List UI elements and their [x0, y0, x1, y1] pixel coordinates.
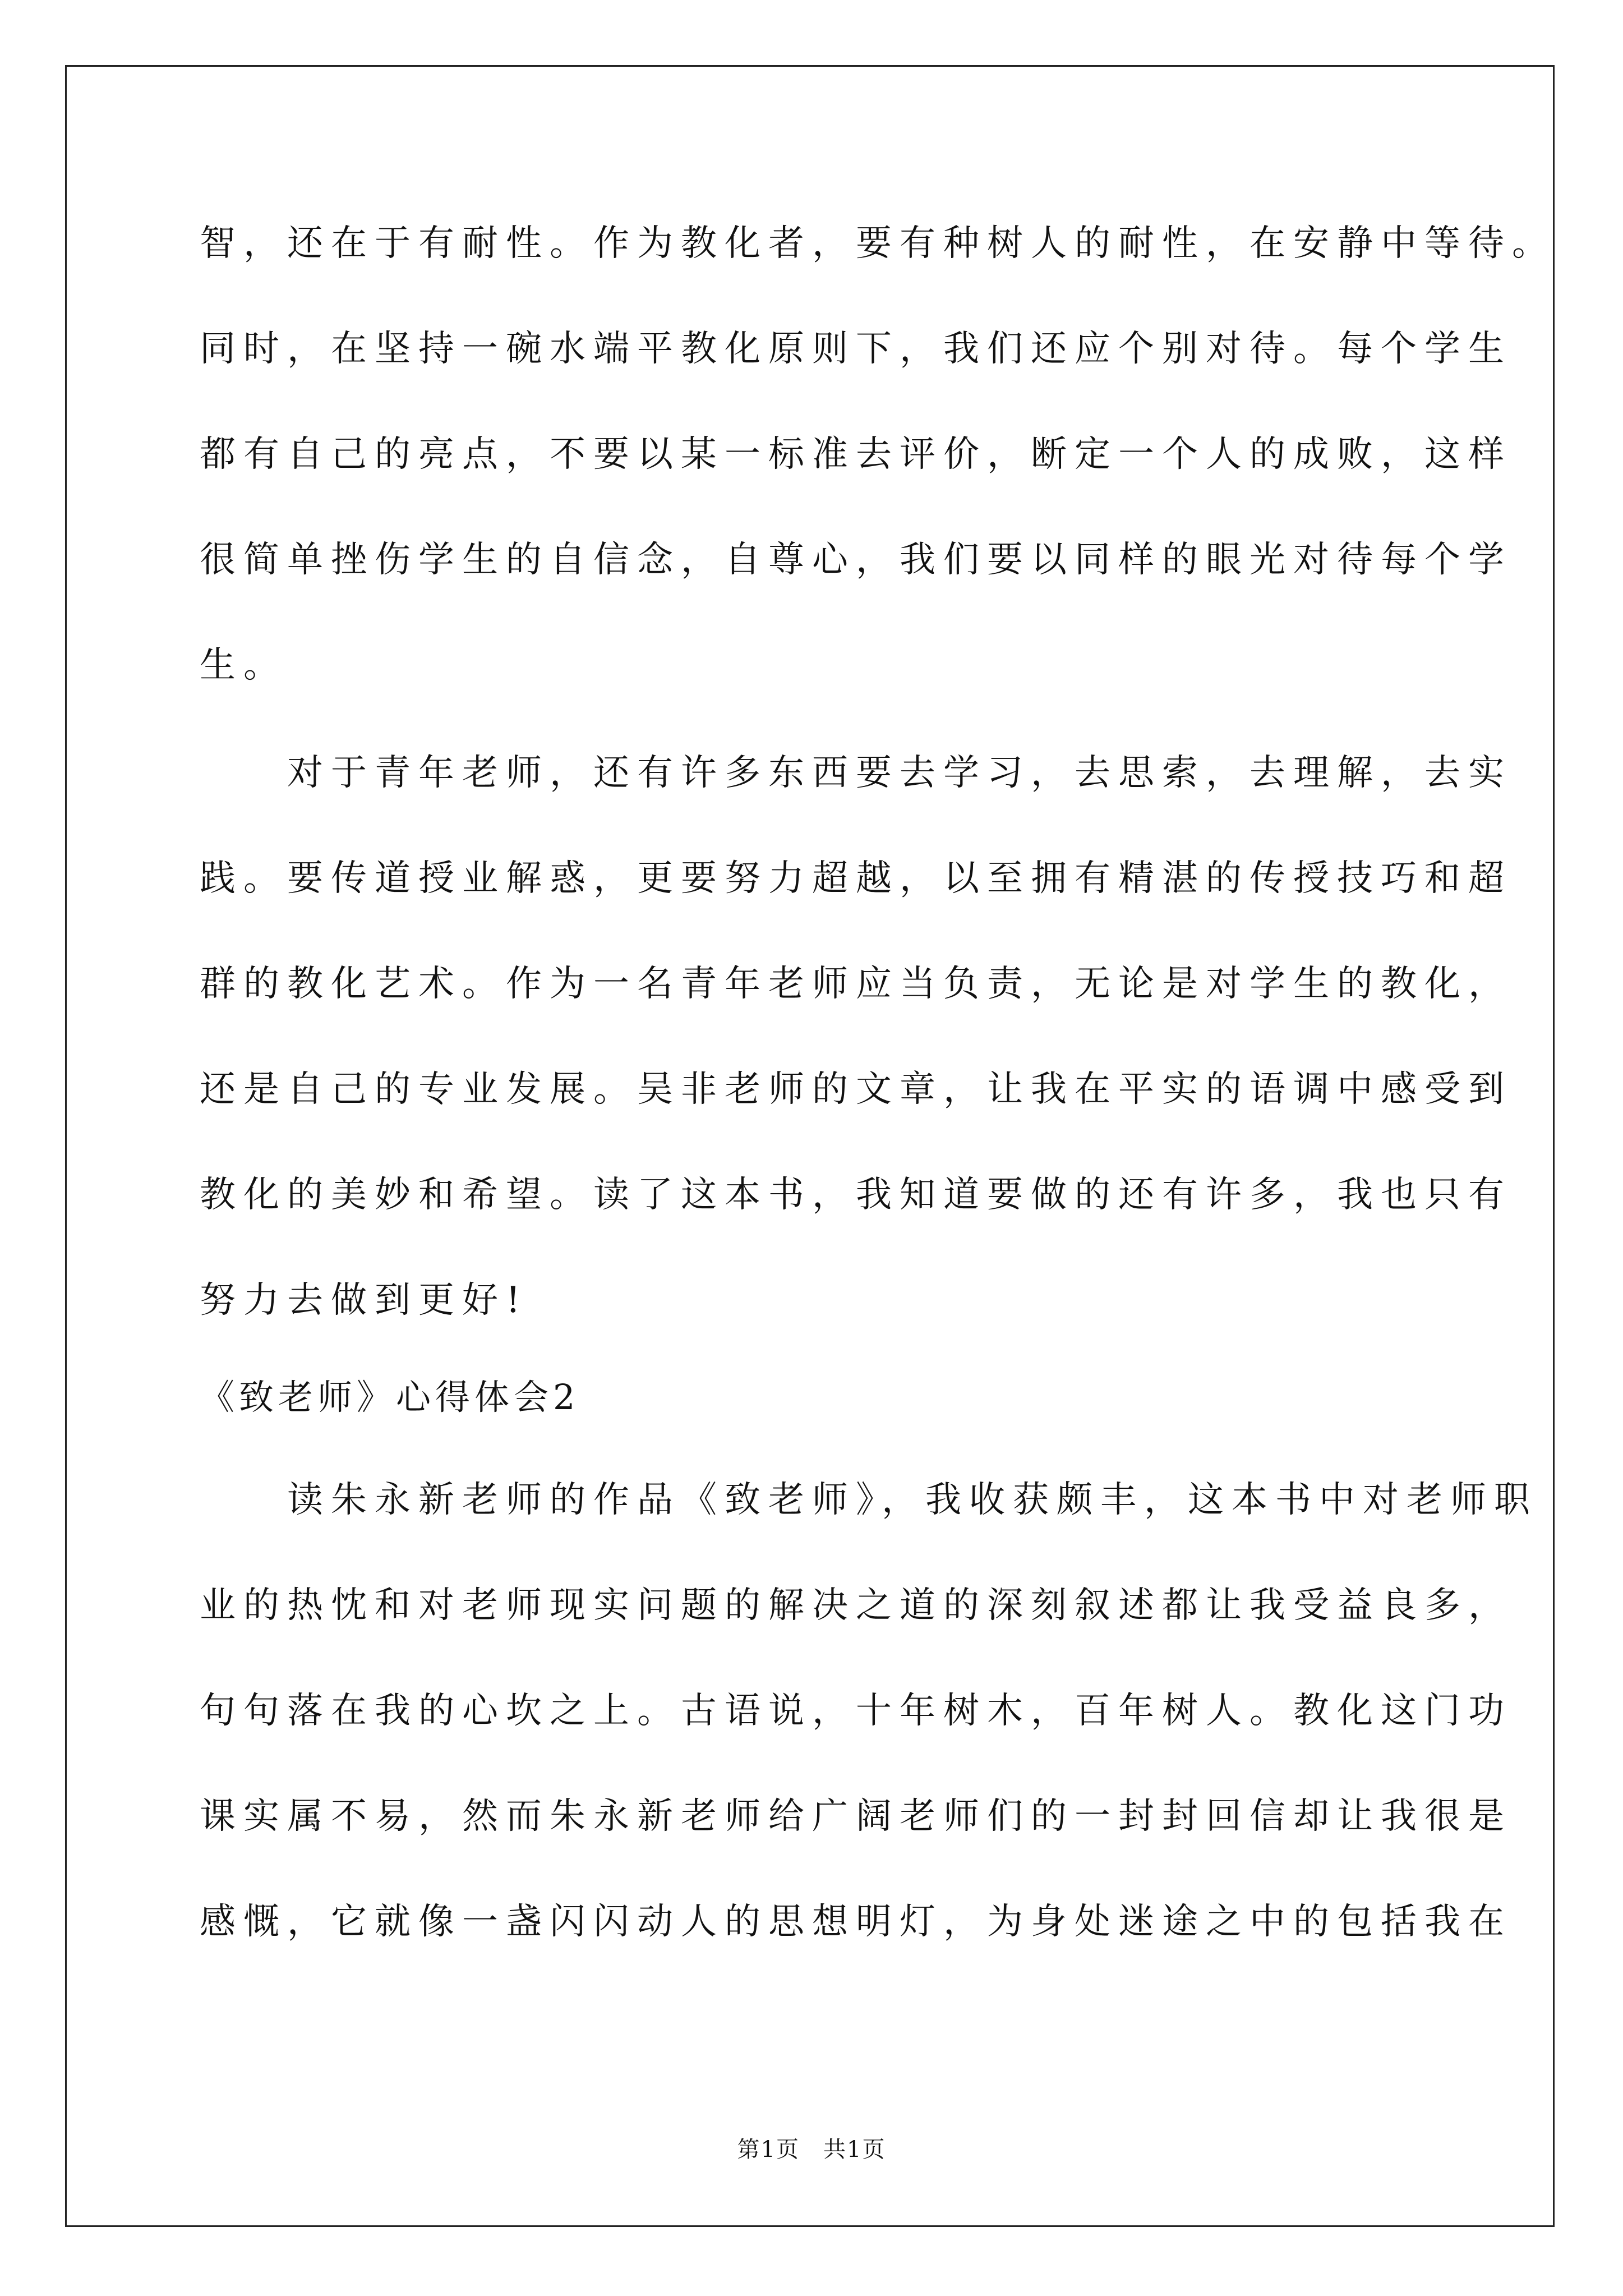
body-line: 对于青年老师，还有许多东西要去学习，去思索，去理解，去实	[200, 752, 1512, 794]
body-line: 还是自己的专业发展。吴非老师的文章，让我在平实的语调中感受到	[200, 1069, 1512, 1110]
body-line: 生。	[200, 645, 287, 686]
section-heading: 《致老师》心得体会2	[200, 1377, 580, 1418]
body-line: 智，还在于有耐性。作为教化者，要有种树人的耐性，在安静中等待。	[200, 223, 1556, 264]
body-line: 同时，在坚持一碗水端平教化原则下，我们还应个别对待。每个学生	[200, 328, 1512, 370]
body-line: 都有自己的亮点，不要以某一标准去评价，断定一个人的成败，这样	[200, 434, 1512, 475]
page-footer: 第1页 共1页	[737, 2137, 886, 2162]
body-line: 很简单挫伤学生的自信念，自尊心，我们要以同样的眼光对待每个学	[200, 539, 1512, 581]
body-line: 教化的美妙和希望。读了这本书，我知道要做的还有许多，我也只有	[200, 1174, 1512, 1216]
body-line: 句句落在我的心坎之上。古语说，十年树木，百年树人。教化这门功	[200, 1690, 1512, 1732]
body-line: 群的教化艺术。作为一名青年老师应当负责，无论是对学生的教化，	[200, 963, 1512, 1005]
body-line: 读朱永新老师的作品《致老师》，我收获颇丰，这本书中对老师职	[200, 1479, 1538, 1521]
body-line: 感慨，它就像一盏闪闪动人的思想明灯，为身处迷途之中的包括我在	[200, 1901, 1512, 1943]
body-line: 业的热忱和对老师现实问题的解决之道的深刻叙述都让我受益良多，	[200, 1585, 1512, 1626]
body-line: 践。要传道授业解惑，更要努力超越，以至拥有精湛的传授技巧和超	[200, 858, 1512, 899]
body-line: 课实属不易，然而朱永新老师给广阔老师们的一封封回信却让我很是	[200, 1796, 1512, 1837]
body-line: 努力去做到更好!	[200, 1280, 528, 1321]
